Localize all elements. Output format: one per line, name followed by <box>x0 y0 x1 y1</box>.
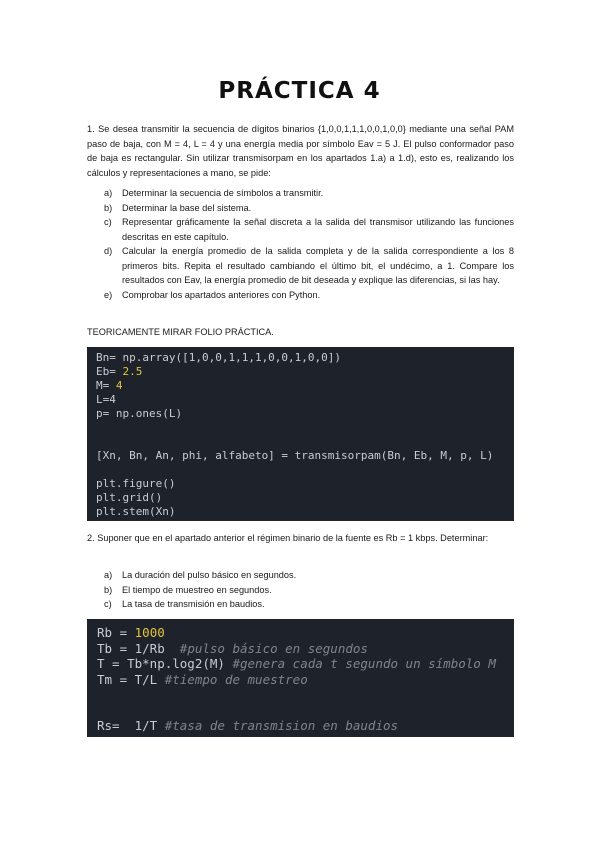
code-line: M= 4 <box>96 379 123 392</box>
blank-line <box>96 463 514 477</box>
list-item <box>104 215 514 244</box>
code-line: Eb= 2.5 <box>96 365 143 378</box>
item-text: El tiempo de muestreo en segundos. <box>122 584 272 595</box>
item-text: La tasa de transmisión en baudios. <box>122 599 265 609</box>
code-line: plt.grid() <box>96 491 163 504</box>
code-line: Tb = 1/Rb #pulso básico en segundos <box>97 640 368 656</box>
list-item <box>104 597 514 612</box>
code-block-2 <box>87 619 514 737</box>
item-marker: b) <box>104 202 113 213</box>
item-marker: b) <box>104 584 113 595</box>
code-line: T = Tb*np.log2(M) #genera cada t segundo un símbolo M <box>97 656 496 671</box>
page-title: PRÁCTICA 4 <box>218 78 381 104</box>
code-line: Rb = 1000 <box>97 625 165 640</box>
code-block-1 <box>87 347 514 521</box>
blank-line <box>97 687 514 703</box>
note-text: TEORICAMENTE MIRAR FOLIO PRÁCTICA. <box>87 327 274 337</box>
item-text: Determinar la base del sistema. <box>122 202 252 213</box>
list-item <box>104 568 514 583</box>
code-line: plt.stem(Xn) <box>96 505 176 518</box>
item-marker: e) <box>104 289 113 300</box>
item-text: Determinar la secuencia de símbolos a transmitir. <box>122 188 324 198</box>
code-line: L=4 <box>96 393 116 406</box>
question-2-text: 2. Suponer que en el apartado anterior el régimen binario de la fuente es Rb = 1 kbps. Determinar: <box>87 533 489 543</box>
item-marker: d) <box>104 246 113 256</box>
blank-line <box>96 435 514 449</box>
list-item <box>104 583 514 598</box>
blank-line <box>96 421 514 435</box>
item-marker: a) <box>104 570 113 580</box>
code-line: Rs= 1/T #tasa de transmision en baudios <box>97 718 399 733</box>
code-line: Tm = T/L #tiempo de muestreo <box>97 671 308 687</box>
question-1-text: 1. Se desea transmitir la secuencia de dígitos binarios {1,0,0,1,1,1,0,0,1,0,0} mediante una señal PAM paso de baja, con M = 4, L = 4 y una energía media por símbolo Eav = 5 J. El pulso conformador paso de baja es rectangular. Sin utilizar transmisorpam en los apartados 1.a) a 1.d), esto es, realizando los cálculos y representaciones a mano, se pide: <box>87 124 514 178</box>
blank-line <box>97 703 514 719</box>
item-text: Calcular la energía promedio de la salida completa y de la salida correspondiente a los 8 primeros bits. Repita el resultado cambiando el último bit, el undécimo, a 1. Compare los resultados con Eav, la energía promedio de bit deseada y explique las diferencias, si las hay. <box>122 246 514 285</box>
question-1-list <box>104 186 514 302</box>
item-marker: c) <box>104 599 112 609</box>
item-marker: c) <box>104 217 112 227</box>
item-marker: a) <box>104 188 113 198</box>
item-text: La duración del pulso básico en segundos. <box>122 570 297 580</box>
list-item <box>104 288 514 303</box>
item-text: Comprobar los apartados anteriores con Python. <box>122 289 321 300</box>
code-line: [Xn, Bn, An, phi, alfabeto] = transmisorpam(Bn, Eb, M, p, L) <box>96 449 494 462</box>
list-item <box>104 201 514 216</box>
code-line: Bn= np.array([1,0,0,1,1,1,0,0,1,0,0]) <box>96 351 342 364</box>
code-line: p= np.ones(L) <box>96 407 183 420</box>
list-item <box>104 244 514 288</box>
item-text: Representar gráficamente la señal discreta a la salida del transmisor utilizando las funciones descritas en este capítulo. <box>122 217 514 242</box>
list-item <box>104 186 514 201</box>
question-2-list <box>104 568 514 612</box>
code-line: plt.figure() <box>96 477 176 490</box>
